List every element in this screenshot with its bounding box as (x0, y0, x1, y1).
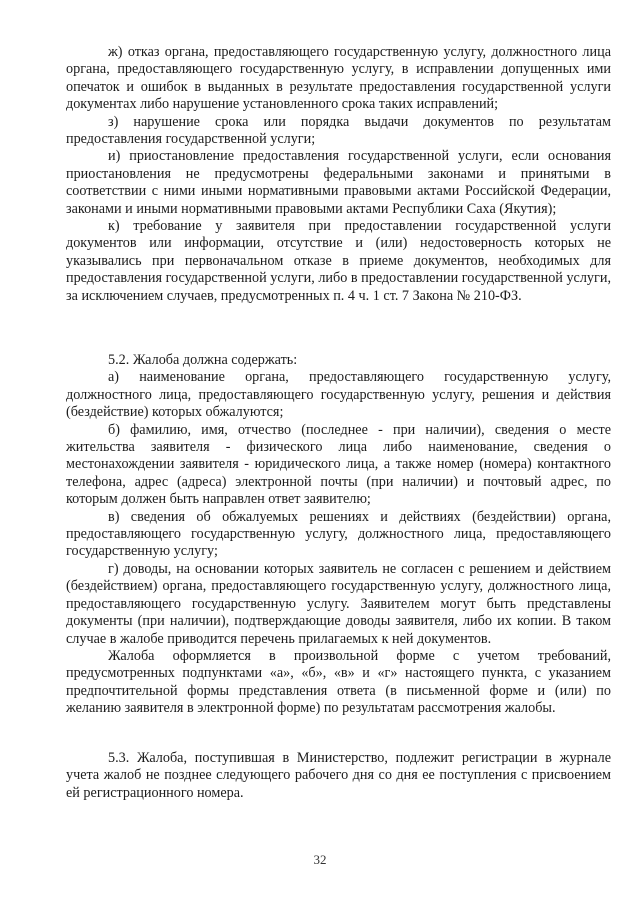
paragraph-item-g: г) доводы, на основании которых заявитель не согласен с решением и действием (бездействием) органа, предоставляющего государственную услугу, должностного лица, предоставляющего государственную услугу. Заявителем могут быть представлены документы (при наличии), подтверждающие доводы заявителя, либо их копии. В таком случае в жалобе приводится перечень прилагаемых к ней документов. (66, 560, 611, 647)
paragraph-item-zh: ж) отказ органа, предоставляющего государственную услугу, должностного лица органа, предоставляющего государственную услугу, в исправлении допущенных ими опечаток и ошибок в выданных в результате предоставления государственной услуги документах либо нарушение установленного срока таких исправлений; (66, 44, 611, 113)
paragraph-item-v: в) сведения об обжалуемых решениях и действиях (бездействии) органа, предоставляющего государственную услугу, должностного лица, предоставляющего государственную услугу; (66, 508, 611, 560)
paragraph-item-z: з) нарушение срока или порядка выдачи документов по результатам предоставления государственной услуги; (66, 113, 611, 148)
paragraph-item-i: и) приостановление предоставления государственной услуги, если основания приостановления не предусмотрены федеральными законами и принятыми в соответствии с ними иными нормативными правовыми актами Российской Федерации, законами и иными нормативными правовыми актами Республики Саха (Якутия); (66, 148, 611, 217)
paragraph-item-a: а) наименование органа, предоставляющего государственную услугу, должностного лица, предоставляющего государственную услугу, решения и действия (бездействие) которых обжалуются; (66, 369, 611, 421)
paragraph-5-3: 5.3. Жалоба, поступившая в Министерство, подлежит регистрации в журнале учета жалоб не позднее следующего рабочего дня со дня ее поступления с присвоением ей регистрационного номера. (66, 750, 611, 801)
section-5-3 (66, 750, 611, 802)
paragraph-item-k: к) требование у заявителя при предоставлении государственной услуги документов или информации, отсутствие и (или) недостоверность которых не указывались при первоначальном отказе в приеме документов, необходимых для предоставления государственной услуги, либо в предоставлении государственной услуги, за исключением случаев, предусмотренных п. 4 ч. 1 ст. 7 Закона № 210-ФЗ. (66, 218, 611, 304)
paragraph-item-b: б) фамилию, имя, отчество (последнее - при наличии), сведения о месте жительства заявителя - физического лица либо наименование, сведения о местонахождении заявителя - юридического лица, а также номер (номера) контактного телефона, адрес (адреса) электронной почты (при наличии) и почтовый адрес, по которым должен быть направлен ответ заявителю; (66, 421, 611, 508)
paragraph-complaint-form: Жалоба оформляется в произвольной форме с учетом требований, предусмотренных подпунктами «а», «б», «в» и «г» настоящего пункта, с указанием предпочтительной формы представления ответа (в письменной форме и (или) по желанию заявителя в электронной форме) по результатам рассмотрения жалобы. (66, 647, 611, 717)
section-heading-5-2: 5.2. Жалоба должна содержать: (108, 352, 298, 368)
page-number: 32 (313, 852, 327, 867)
section-list-zh-k (66, 44, 611, 305)
section-5-2 (66, 352, 611, 718)
